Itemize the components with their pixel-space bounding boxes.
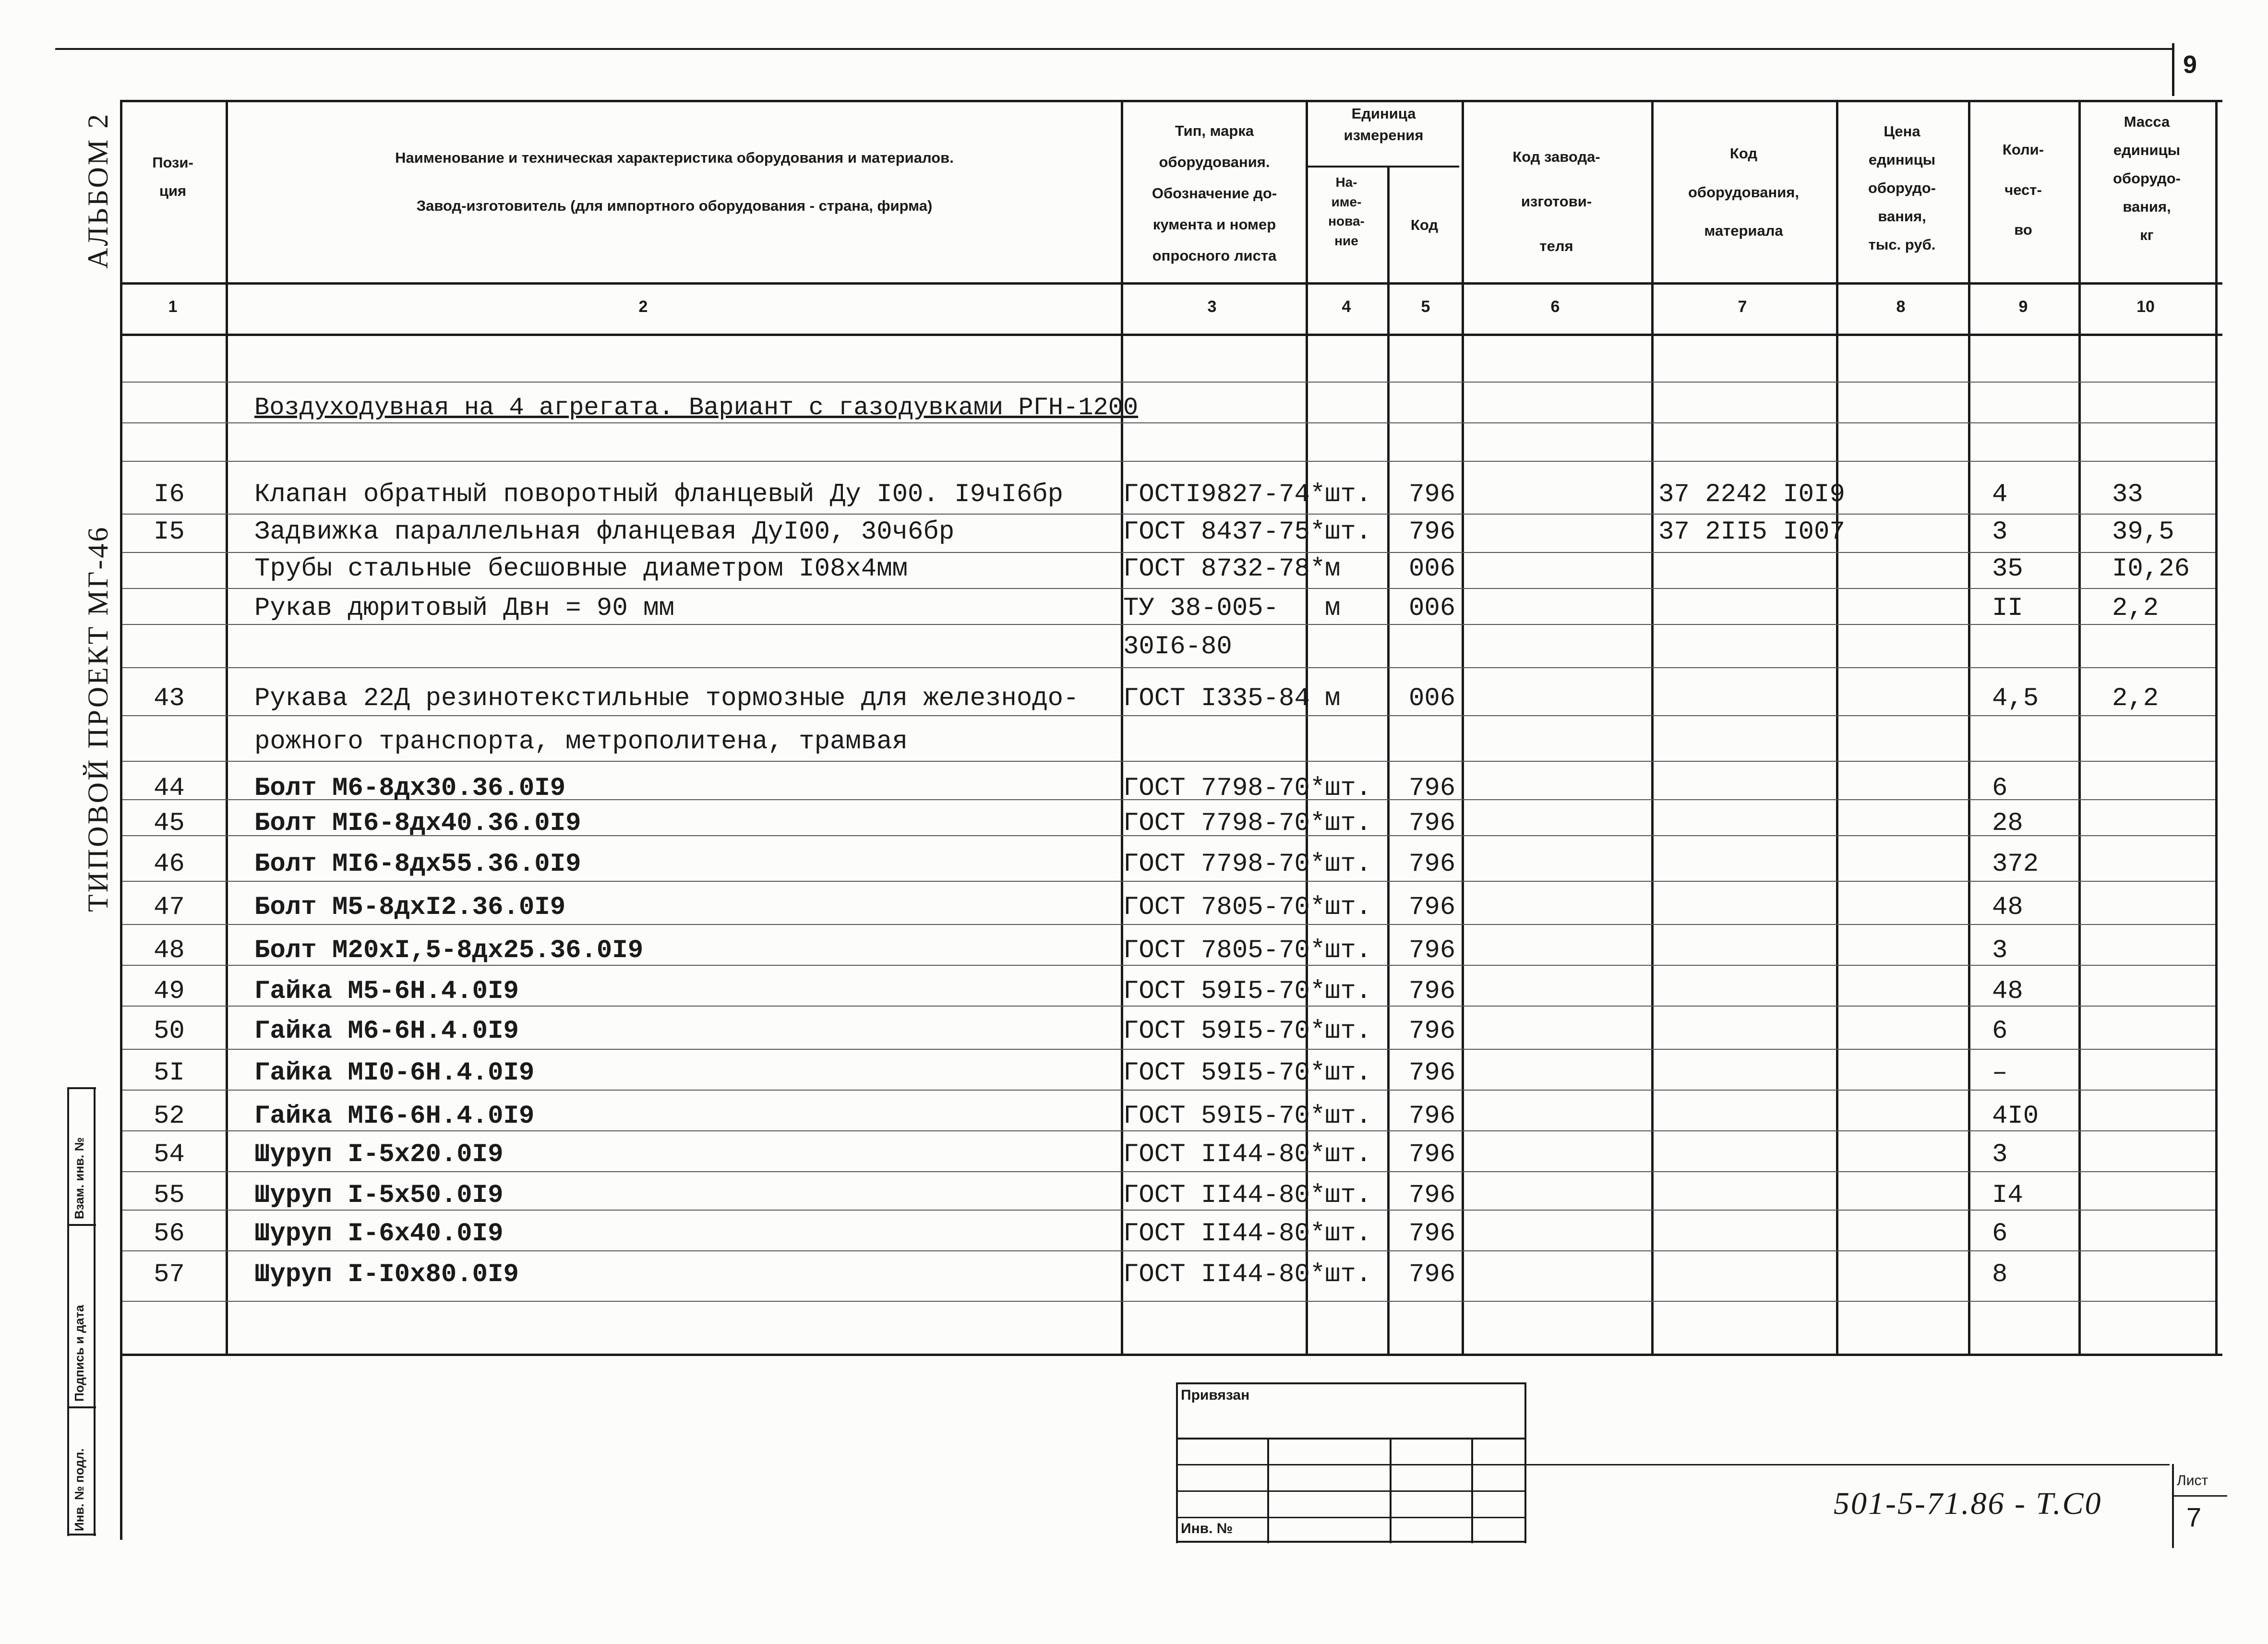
row-line-23 (122, 1301, 2215, 1302)
header-material-code: Код оборудования, материала (1688, 145, 1799, 240)
row-8-doc: ГОСТ 7798-70* (1123, 774, 1326, 803)
row-3-mass: I0,26 (2112, 554, 2190, 584)
row-16-code: 796 (1409, 1102, 1456, 1131)
row-8-name: Болт М6-8дх30.36.0I9 (254, 774, 566, 803)
row-4-mass: 2,2 (2112, 594, 2159, 623)
row-9-code: 796 (1409, 809, 1456, 838)
colnum-3: 3 (1207, 298, 1217, 316)
sheet-label: Лист (2177, 1473, 2208, 1488)
row-4-unit: м (1325, 594, 1341, 623)
row-2-unit: шт. (1325, 517, 1372, 547)
header-bottom-rule (120, 282, 2222, 285)
row-17-name: Шуруп I-5х20.0I9 (254, 1140, 504, 1169)
row-11-unit: шт. (1325, 893, 1372, 922)
row-12-doc: ГОСТ 7805-70* (1123, 936, 1326, 965)
row-17-code: 796 (1409, 1140, 1456, 1169)
row-line-6 (122, 588, 2215, 589)
header-quantity: Коли- чест- во (2002, 141, 2044, 239)
stamp-row2 (1176, 1464, 1526, 1465)
row-14-unit: шт. (1325, 1017, 1372, 1046)
col-border-8 (1968, 100, 1970, 1355)
row-6-mass: 2,2 (2112, 684, 2159, 713)
stamp-col2 (1390, 1438, 1392, 1543)
row-2-mat: 37 2II5 I007 (1658, 517, 1845, 547)
row-10-pos: 46 (154, 850, 185, 879)
row-12-pos: 48 (154, 936, 185, 965)
row-20-pos: 57 (154, 1260, 185, 1289)
row-line-9 (122, 715, 2215, 716)
col-border-4 (1387, 166, 1390, 1355)
stamp-col1 (1267, 1438, 1269, 1543)
header-manufacturer: Завод-изготовитель (для импортного оборудования - страна, фирма) (416, 197, 933, 214)
table-bottom-border (120, 1354, 2222, 1356)
row-11-qty: 48 (1992, 893, 2023, 922)
row-6-pos: 43 (154, 684, 185, 713)
row-14-code: 796 (1409, 1017, 1456, 1046)
row-10-qty: 372 (1992, 850, 2039, 879)
colnum-6: 6 (1550, 298, 1560, 316)
row-20-doc: ГОСТ II44-80* (1123, 1260, 1326, 1289)
row-4-code: 006 (1409, 594, 1456, 623)
row-7-name: рожного транспорта, метрополитена, трамвая (254, 727, 908, 756)
stamp-bottom (1176, 1541, 1526, 1543)
row-2-qty: 3 (1992, 517, 2008, 547)
row-20-code: 796 (1409, 1260, 1456, 1289)
row-16-doc: ГОСТ 59I5-70* (1123, 1102, 1326, 1131)
row-13-qty: 48 (1992, 977, 2023, 1006)
row-10-name: Болт МI6-8дх55.36.0I9 (254, 850, 581, 879)
stamp-row1 (1176, 1438, 1526, 1440)
row-16-name: Гайка МI6-6Н.4.0I9 (254, 1102, 535, 1131)
row-4-doc: ТУ 38-005- (1123, 594, 1279, 623)
table-left-border (120, 100, 122, 1540)
row-12-code: 796 (1409, 936, 1456, 965)
row-2-code: 796 (1409, 517, 1456, 547)
row-18-name: Шуруп I-5х50.0I9 (254, 1181, 504, 1210)
row-line-10 (122, 761, 2215, 762)
row-line-17 (122, 1049, 2215, 1050)
row-19-qty: 6 (1992, 1219, 2008, 1248)
side-strip-right (94, 1087, 96, 1536)
row-1-qty: 4 (1992, 480, 2008, 509)
row-18-doc: ГОСТ II44-80* (1123, 1181, 1326, 1210)
row-13-pos: 49 (154, 977, 185, 1006)
row-15-qty: – (1992, 1058, 2008, 1088)
side-label-inv-podl: Инв. № подл. (72, 1448, 86, 1531)
col-border-7 (1836, 100, 1838, 1355)
col-border-6 (1651, 100, 1654, 1355)
row-6-doc: ГОСТ I335-84 (1123, 684, 1310, 713)
row-20-unit: шт. (1325, 1260, 1372, 1289)
colnum-2: 2 (638, 298, 648, 316)
stamp-row4 (1176, 1517, 1526, 1518)
row-4-name: Рукав дюритовый Двн = 90 мм (254, 594, 674, 623)
section-title: Воздуходувная на 4 агрегата. Вариант с газодувками РГН-1200 (254, 394, 1139, 422)
side-strip-left (67, 1087, 69, 1536)
row-12-qty: 3 (1992, 936, 2008, 965)
col-border-9 (2078, 100, 2081, 1355)
row-14-qty: 6 (1992, 1017, 2008, 1046)
row-20-qty: 8 (1992, 1260, 2008, 1289)
header-unit-code: Код (1410, 216, 1439, 233)
row-8-unit: шт. (1325, 774, 1372, 803)
row-20-name: Шуруп I-I0х80.0I9 (254, 1260, 519, 1289)
top-rule (55, 48, 2172, 50)
row-15-unit: шт. (1325, 1058, 1372, 1088)
row-11-code: 796 (1409, 893, 1456, 922)
row-18-qty: I4 (1992, 1181, 2023, 1210)
row-15-code: 796 (1409, 1058, 1456, 1088)
row-6-code: 006 (1409, 684, 1456, 713)
row-6-name: Рукава 22Д резинотекстильные тормозные для железнодо- (254, 684, 1079, 713)
row-8-qty: 6 (1992, 774, 2008, 803)
colnum-4: 4 (1342, 298, 1351, 316)
side-label-vzam: Взам. инв. № (72, 1137, 86, 1219)
row-line-5 (122, 552, 2215, 553)
header-name: Наименование и техническая характеристика оборудования и материалов. (395, 149, 954, 166)
row-14-doc: ГОСТ 59I5-70* (1123, 1017, 1326, 1046)
page-number-box-left (2172, 43, 2174, 96)
row-1-doc: ГОСТI9827-74* (1123, 480, 1326, 509)
side-strip-bottom (67, 1534, 96, 1536)
row-19-pos: 56 (154, 1219, 185, 1248)
table-top-border (120, 100, 2222, 102)
document-number: 501-5-71.86 - Т.С0 (1834, 1486, 2102, 1521)
row-12-unit: шт. (1325, 936, 1372, 965)
stamp-right (1524, 1382, 1526, 1543)
row-1-name: Клапан обратный поворотный фланцевый Ду I00. I9чI6бр (254, 480, 1064, 509)
row-14-name: Гайка М6-6Н.4.0I9 (254, 1017, 519, 1046)
row-6-unit: м (1325, 684, 1341, 713)
stamp-privyazan: Привязан (1181, 1387, 1250, 1403)
row-9-name: Болт МI6-8дх40.36.0I9 (254, 809, 581, 838)
project-label: ТИПОВОЙ ПРОЕКТ МГ-46 (82, 525, 114, 912)
row-line-18 (122, 1090, 2215, 1091)
row-line-8 (122, 667, 2215, 668)
row-1-unit: шт. (1325, 480, 1372, 509)
row-3-unit: м (1325, 554, 1341, 584)
row-11-name: Болт М5-8дхI2.36.0I9 (254, 893, 566, 922)
row-9-pos: 45 (154, 809, 185, 838)
row-6-qty: 4,5 (1992, 684, 2039, 713)
col-border-5 (1462, 100, 1464, 1355)
header-price: Цена единицы оборудо- вания, тыс. руб. (1868, 123, 1936, 253)
row-3-name: Трубы стальные бесшовные диаметром I08х4мм (254, 554, 908, 584)
row-line-4 (122, 514, 2215, 515)
row-8-code: 796 (1409, 774, 1456, 803)
row-line-3 (122, 461, 2215, 462)
row-15-pos: 5I (154, 1058, 185, 1088)
header-unit: Единица измерения (1344, 105, 1424, 144)
colnum-9: 9 (2018, 298, 2028, 316)
row-11-doc: ГОСТ 7805-70* (1123, 893, 1326, 922)
header-factory-code: Код завода- изготови- теля (1512, 148, 1600, 254)
row-2-name: Задвижка параллельная фланцевая ДуI00, 30ч6бр (254, 517, 955, 547)
row-17-unit: шт. (1325, 1140, 1372, 1169)
row-line-1 (122, 382, 2215, 383)
row-9-unit: шт. (1325, 809, 1372, 838)
row-9-doc: ГОСТ 7798-70* (1123, 809, 1326, 838)
row-10-doc: ГОСТ 7798-70* (1123, 850, 1326, 879)
row-line-7 (122, 624, 2215, 625)
row-16-unit: шт. (1325, 1102, 1372, 1131)
row-16-pos: 52 (154, 1102, 185, 1131)
row-13-code: 796 (1409, 977, 1456, 1006)
side-strip-sep2 (67, 1406, 96, 1408)
stamp-left (1176, 1382, 1178, 1543)
row-15-name: Гайка МI0-6Н.4.0I9 (254, 1058, 535, 1088)
side-label-podpis: Подпись и дата (72, 1305, 86, 1402)
row-line-13 (122, 881, 2215, 882)
colnum-8: 8 (1896, 298, 1906, 316)
sheet-number: 7 (2186, 1502, 2202, 1532)
row-line-22 (122, 1250, 2215, 1251)
row-line-14 (122, 924, 2215, 925)
row-18-unit: шт. (1325, 1181, 1372, 1210)
row-3-code: 006 (1409, 554, 1456, 584)
page-number: 9 (2183, 51, 2197, 79)
row-15-doc: ГОСТ 59I5-70* (1123, 1058, 1326, 1088)
row-13-unit: шт. (1325, 977, 1372, 1006)
header-type: Тип, марка оборудования. Обозначение до- кумента и номер опросного листа (1152, 122, 1277, 264)
row-14-pos: 50 (154, 1017, 185, 1046)
row-19-code: 796 (1409, 1219, 1456, 1248)
colnum-10: 10 (2136, 298, 2155, 316)
row-line-20 (122, 1171, 2215, 1172)
sheet-box-sep (2172, 1495, 2227, 1497)
row-2-doc: ГОСТ 8437-75* (1123, 517, 1326, 547)
row-3-doc: ГОСТ 8732-78* (1123, 554, 1326, 584)
row-17-qty: 3 (1992, 1140, 2008, 1169)
unit-subheader-rule (1306, 166, 1459, 168)
row-3-qty: 35 (1992, 554, 2023, 584)
header-mass: Масса единицы оборудо- вания, кг (2113, 113, 2181, 243)
row-16-qty: 4I0 (1992, 1102, 2039, 1131)
row-10-code: 796 (1409, 850, 1456, 879)
stamp-row3 (1176, 1490, 1526, 1492)
row-11-pos: 47 (154, 893, 185, 922)
stamp-top (1176, 1382, 1526, 1384)
sheet-box-left (2172, 1464, 2174, 1548)
row-line-2 (122, 422, 2215, 423)
row-10-unit: шт. (1325, 850, 1372, 879)
table-right-border (2215, 100, 2218, 1355)
row-4-qty: II (1992, 594, 2023, 623)
stamp-inv: Инв. № (1181, 1521, 1233, 1536)
colnum-7: 7 (1738, 298, 1747, 316)
side-strip-sep1 (67, 1224, 96, 1226)
row-8-pos: 44 (154, 774, 185, 803)
colnum-5: 5 (1421, 298, 1430, 316)
header-unit-name: На- име- нова- ние (1328, 175, 1365, 248)
row-18-pos: 55 (154, 1181, 185, 1210)
row-19-name: Шуруп I-6х40.0I9 (254, 1219, 504, 1248)
row-18-code: 796 (1409, 1181, 1456, 1210)
stamp-col3 (1471, 1438, 1473, 1543)
row-2-mass: 39,5 (2112, 517, 2174, 547)
colnum-1: 1 (168, 298, 178, 316)
row-9-qty: 28 (1992, 809, 2023, 838)
header-position: Пози- ция (152, 154, 193, 199)
row-19-doc: ГОСТ II44-80* (1123, 1219, 1326, 1248)
row-12-name: Болт М20хI,5-8дх25.36.0I9 (254, 936, 644, 965)
doc-number-rule (1526, 1464, 2170, 1465)
row-2-pos: I5 (154, 517, 185, 547)
row-1-pos: I6 (154, 480, 185, 509)
col-border-1 (226, 100, 228, 1355)
row-5-doc: 30I6-80 (1123, 632, 1232, 661)
row-1-mass: 33 (2112, 480, 2143, 509)
row-13-doc: ГОСТ 59I5-70* (1123, 977, 1326, 1006)
row-1-mat: 37 2242 I0I9 (1658, 480, 1845, 509)
album-label: АЛЬБОМ 2 (82, 112, 114, 269)
side-strip-top (67, 1087, 96, 1089)
row-1-code: 796 (1409, 480, 1456, 509)
colnum-bottom-rule (120, 334, 2222, 336)
row-13-name: Гайка М5-6Н.4.0I9 (254, 977, 519, 1006)
row-17-pos: 54 (154, 1140, 185, 1169)
row-19-unit: шт. (1325, 1219, 1372, 1248)
row-17-doc: ГОСТ II44-80* (1123, 1140, 1326, 1169)
